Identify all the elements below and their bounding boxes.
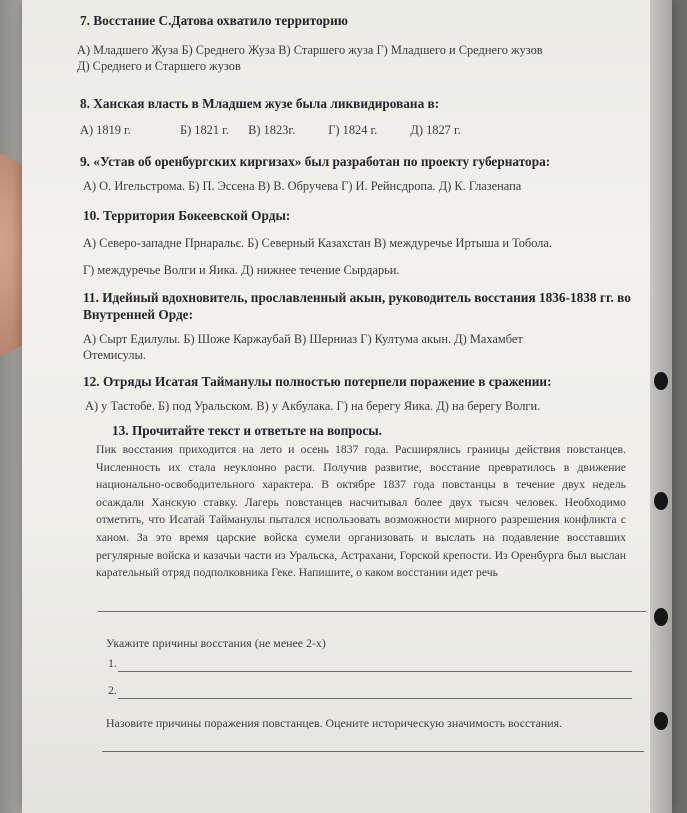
question-10-title: 10. Территория Бокеевской Орды: bbox=[83, 208, 291, 223]
binder-hole bbox=[654, 608, 668, 626]
answer-line-defeat[interactable] bbox=[102, 751, 644, 752]
question-7-options bbox=[77, 42, 543, 74]
binder-hole bbox=[654, 372, 668, 390]
option-e: Д) 1827 г. bbox=[410, 123, 461, 137]
question-11-options-line2: Отемисулы. bbox=[83, 348, 146, 362]
question-7-title: 7. Восстание С.Датова охватило территорию bbox=[80, 13, 348, 28]
question-9-title: 9. «Устав об оренбургских киргизах» был разработан по проекту губернатора: bbox=[80, 154, 551, 169]
answer-line[interactable] bbox=[98, 611, 646, 612]
binder-hole bbox=[654, 492, 668, 510]
defeat-prompt: Назовите причины поражения повстанцев. Оцените историческую значимость восстания. bbox=[106, 716, 563, 730]
option-d: Г) 1824 г. bbox=[328, 123, 378, 137]
answer-line-2[interactable] bbox=[118, 698, 632, 699]
question-11-title: 11. Идейный вдохновитель, прославленный акын, руководитель восстания 1836-1838 гг. во Внутренней Орде: bbox=[83, 290, 631, 322]
question-11-options bbox=[83, 331, 523, 363]
causes-prompt: Укажите причины восстания (не менее 2-х) bbox=[106, 636, 326, 650]
question-9-options: А) О. Игельстрома. Б) П. Эссена В) В. Обручева Г) И. Рейнсдропа. Д) К. Глазенапа bbox=[83, 179, 522, 193]
question-13-title: 13. Прочитайте текст и ответьте на вопросы. bbox=[112, 423, 383, 438]
question-10-options-line1: А) Северо-западне Прнаральє. Б) Северный Казахстан В) междуречье Иртыша и Тобола. bbox=[83, 236, 553, 250]
question-7-options-line1: А) Младшего Жуза Б) Среднего Жуза В) Старшего жуза Г) Младшего и Среднего жузов bbox=[77, 43, 543, 57]
question-13-text: Пик восстания приходится на лето и осень 1837 года. Расширялись границы действия повстанцев. Численность их стала неуклонно расти. Получив развитие, восстание превратилось в движение национально-освободительного характера. В октябре 1837 года повстанцы в течение двух недель осаждали Ханскую ставку. Лагерь повстанцев насчитывал более двух тысяч человек. Необходимо отметить, что Исатай Тайманулы пытался использовать возможности мирного разрешения конфликта с ханом. За это время царские войска сумели организовать и выслать на подавление восставших регулярные войска и казачьи части из Уральска, Астрахани, Горской крепости. Из Оренбурга был выслан карательный отряд подполковника Геке. Напишите, о каком восстании идет речь bbox=[96, 443, 626, 580]
question-10-options bbox=[83, 235, 552, 278]
answer-line-1[interactable] bbox=[118, 671, 632, 672]
question-10-options-line2: Г) междуречье Волги и Яика. Д) нижнее течение Сырдарьи. bbox=[83, 263, 400, 277]
question-12-options: А) у Тастобе. Б) под Уральском. В) у Акбулака. Г) на берегу Яика. Д) на берегу Волги. bbox=[85, 399, 541, 413]
question-8-title: 8. Ханская власть в Младшем жузе была ликвидирована в: bbox=[80, 96, 440, 111]
question-12-title: 12. Отряды Исатая Тайманулы полностью потерпели поражение в сражении: bbox=[83, 374, 552, 389]
worksheet-page bbox=[22, 0, 672, 813]
option-a: А) 1819 г. bbox=[80, 123, 131, 137]
option-c: В) 1823г. bbox=[248, 123, 296, 137]
answer-number-2: 2. bbox=[108, 683, 117, 697]
sleeve-edge bbox=[650, 0, 672, 813]
answer-number-1: 1. bbox=[108, 656, 117, 670]
question-8-options bbox=[80, 122, 475, 138]
binder-hole bbox=[654, 712, 668, 730]
question-11-options-line1: А) Сырт Едилулы. Б) Шоже Каржаубай В) Шерниаз Г) Култума акын. Д) Махамбет bbox=[83, 332, 523, 346]
option-b: Б) 1821 г. bbox=[179, 123, 229, 137]
question-7-options-line2: Д) Среднего и Старшего жузов bbox=[77, 59, 241, 73]
